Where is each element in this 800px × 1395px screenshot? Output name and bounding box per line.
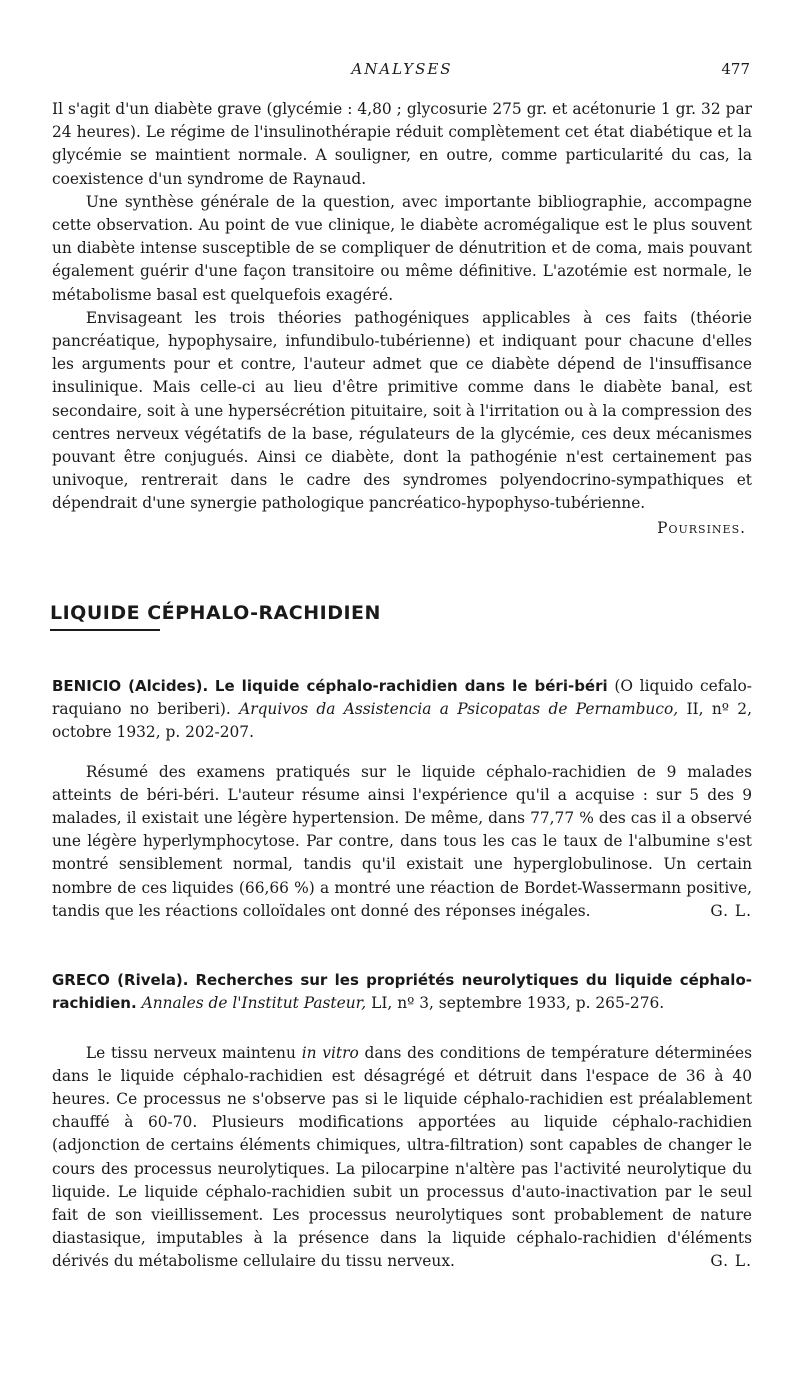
article-source: Arquivos da Assistencia a Psicopatas de Pernambuco, <box>239 700 679 719</box>
article-abstract-emphasis: in vitro <box>301 1043 359 1062</box>
article-original-title: (O liquido cefalo-raquiano no beriberi). <box>52 677 752 719</box>
page-body <box>52 98 752 1274</box>
article-citation <box>52 969 752 1015</box>
section-heading <box>50 602 381 631</box>
article-benicio <box>52 675 752 923</box>
article-abstract-rest: dans des conditions de température déterminées dans le liquide céphalo-rachidien est désagrégé et détruit dans l'espace de 36 à 40 heures. Ce processus ne s'observe pas si le liquide céphalo-rachidien est préalablement chauffé à 60-70. Plusieurs modifications apportées au liquide céphalo-rachidien (adjonction de certains éléments chimiques, ultra-filtration) sont capables de changer le cours des processus neurolytiques. La pilocarpine n'altère pas l'activité neurolytique du liquide. Le liquide céphalo-rachidien subit un processus d'auto-inactivation par le seul fait de son vieillissement. Les processus neurolytiques sont probablement de nature diastasique, imputables à la présence dans la liquide céphalo-rachidien d'éléments dérivés du métabolisme cellulaire du tissu nerveux. <box>52 1043 752 1271</box>
article-title: Le liquide céphalo-rachidien dans le béri-béri <box>214 677 608 696</box>
article-signature: G. L. <box>710 901 752 920</box>
article-abstract <box>52 1042 752 1274</box>
article-author: BENICIO (Alcides). <box>52 677 209 696</box>
intro-paragraph-3: Envisageant les trois théories pathogéniques applicables à ces faits (théorie pancréatique, hypophysaire, infundibulo-tubérienne) et indiquant pour chacune d'elles les arguments pour et contre, l'auteur admet que ce diabète dépend de l'insuffisance insulinique. Mais celle-ci au lieu d'être primitive comme dans le diabète banal, est secondaire, soit à une hypersécrétion pituitaire, soit à l'irritation ou à la compression des centres nerveux végétatifs de la base, régulateurs de la glycémie, ces deux mécanismes pouvant être conjugués. Ainsi ce diabète, dont la pathogénie n'est certainement pas univoque, rentrerait dans le cadre des syndromes polyendocrino-sympathiques et dépendrait d'une synergie pathologique pancréatico-hypophyso-tubérienne. <box>52 308 752 513</box>
signature-poursines: Poursines. <box>657 518 746 537</box>
section-underline <box>50 629 160 631</box>
article-author: GRECO (Rivela). <box>52 971 189 990</box>
article-abstract-text: Résumé des examens pratiqués sur le liquide céphalo-rachidien de 9 malades atteints de béri-béri. L'auteur résume ainsi l'expérience qu'il a acquise : sur 5 des 9 malades, il existait une légère hypertension. De même, dans 77,77 % des cas il a observé une légère hyperlymphocytose. Par contre, dans tous les cas le taux de l'albumine s'est montré sensiblement normal, tandis qu'il existait une hyperglobulinose. Un certain nombre de ces liquides (66,66 %) a montré une réaction de Bordet-Wassermann positive, tandis que les réactions colloïdales ont donné des réponses inégales. <box>52 762 752 920</box>
article-signature: G. L. <box>710 1252 752 1271</box>
intro-paragraph-2: Une synthèse générale de la question, avec importante bibliographie, accompagne cette observation. Au point de vue clinique, le diabète acromégalique est le plus souvent un diabète intense susceptible de se compliquer de dénutrition et de coma, mais pouvant également guérir d'une façon transitoire ou même définitive. L'azotémie est normale, le métabolisme basal est quelquefois exagéré. <box>52 192 752 304</box>
article-details: II, nº 2, octobre 1932, p. 202-207. <box>52 700 752 742</box>
running-title: ANALYSES <box>351 60 453 78</box>
article-title: Recherches sur les propriétés neurolytiques du liquide céphalo-rachidien. <box>52 971 752 1013</box>
article-citation <box>52 675 752 745</box>
running-head <box>52 58 752 80</box>
section-title: LIQUIDE CÉPHALO-RACHIDIEN <box>50 601 381 624</box>
article-abstract <box>52 761 752 923</box>
article-source: Annales de l'Institut Pasteur, <box>141 994 367 1013</box>
intro-paragraph-1: Il s'agit d'un diabète grave (glycémie : 4,80 ; glycosurie 275 gr. et acétonurie 1 gr. 32 par 24 heures). Le régime de l'insulinothérapie réduit complètement cet état diabétique et la glycémie se maintient normale. A souligner, en outre, comme particularité du cas, la coexistence d'un syndrome de Raynaud. <box>52 100 752 188</box>
article-greco <box>52 969 752 1273</box>
page-number: 477 <box>721 60 750 78</box>
article-abstract-start: Le tissu nerveux maintenu <box>85 1043 302 1062</box>
article-details: LI, nº 3, septembre 1933, p. 265-276. <box>371 994 665 1013</box>
